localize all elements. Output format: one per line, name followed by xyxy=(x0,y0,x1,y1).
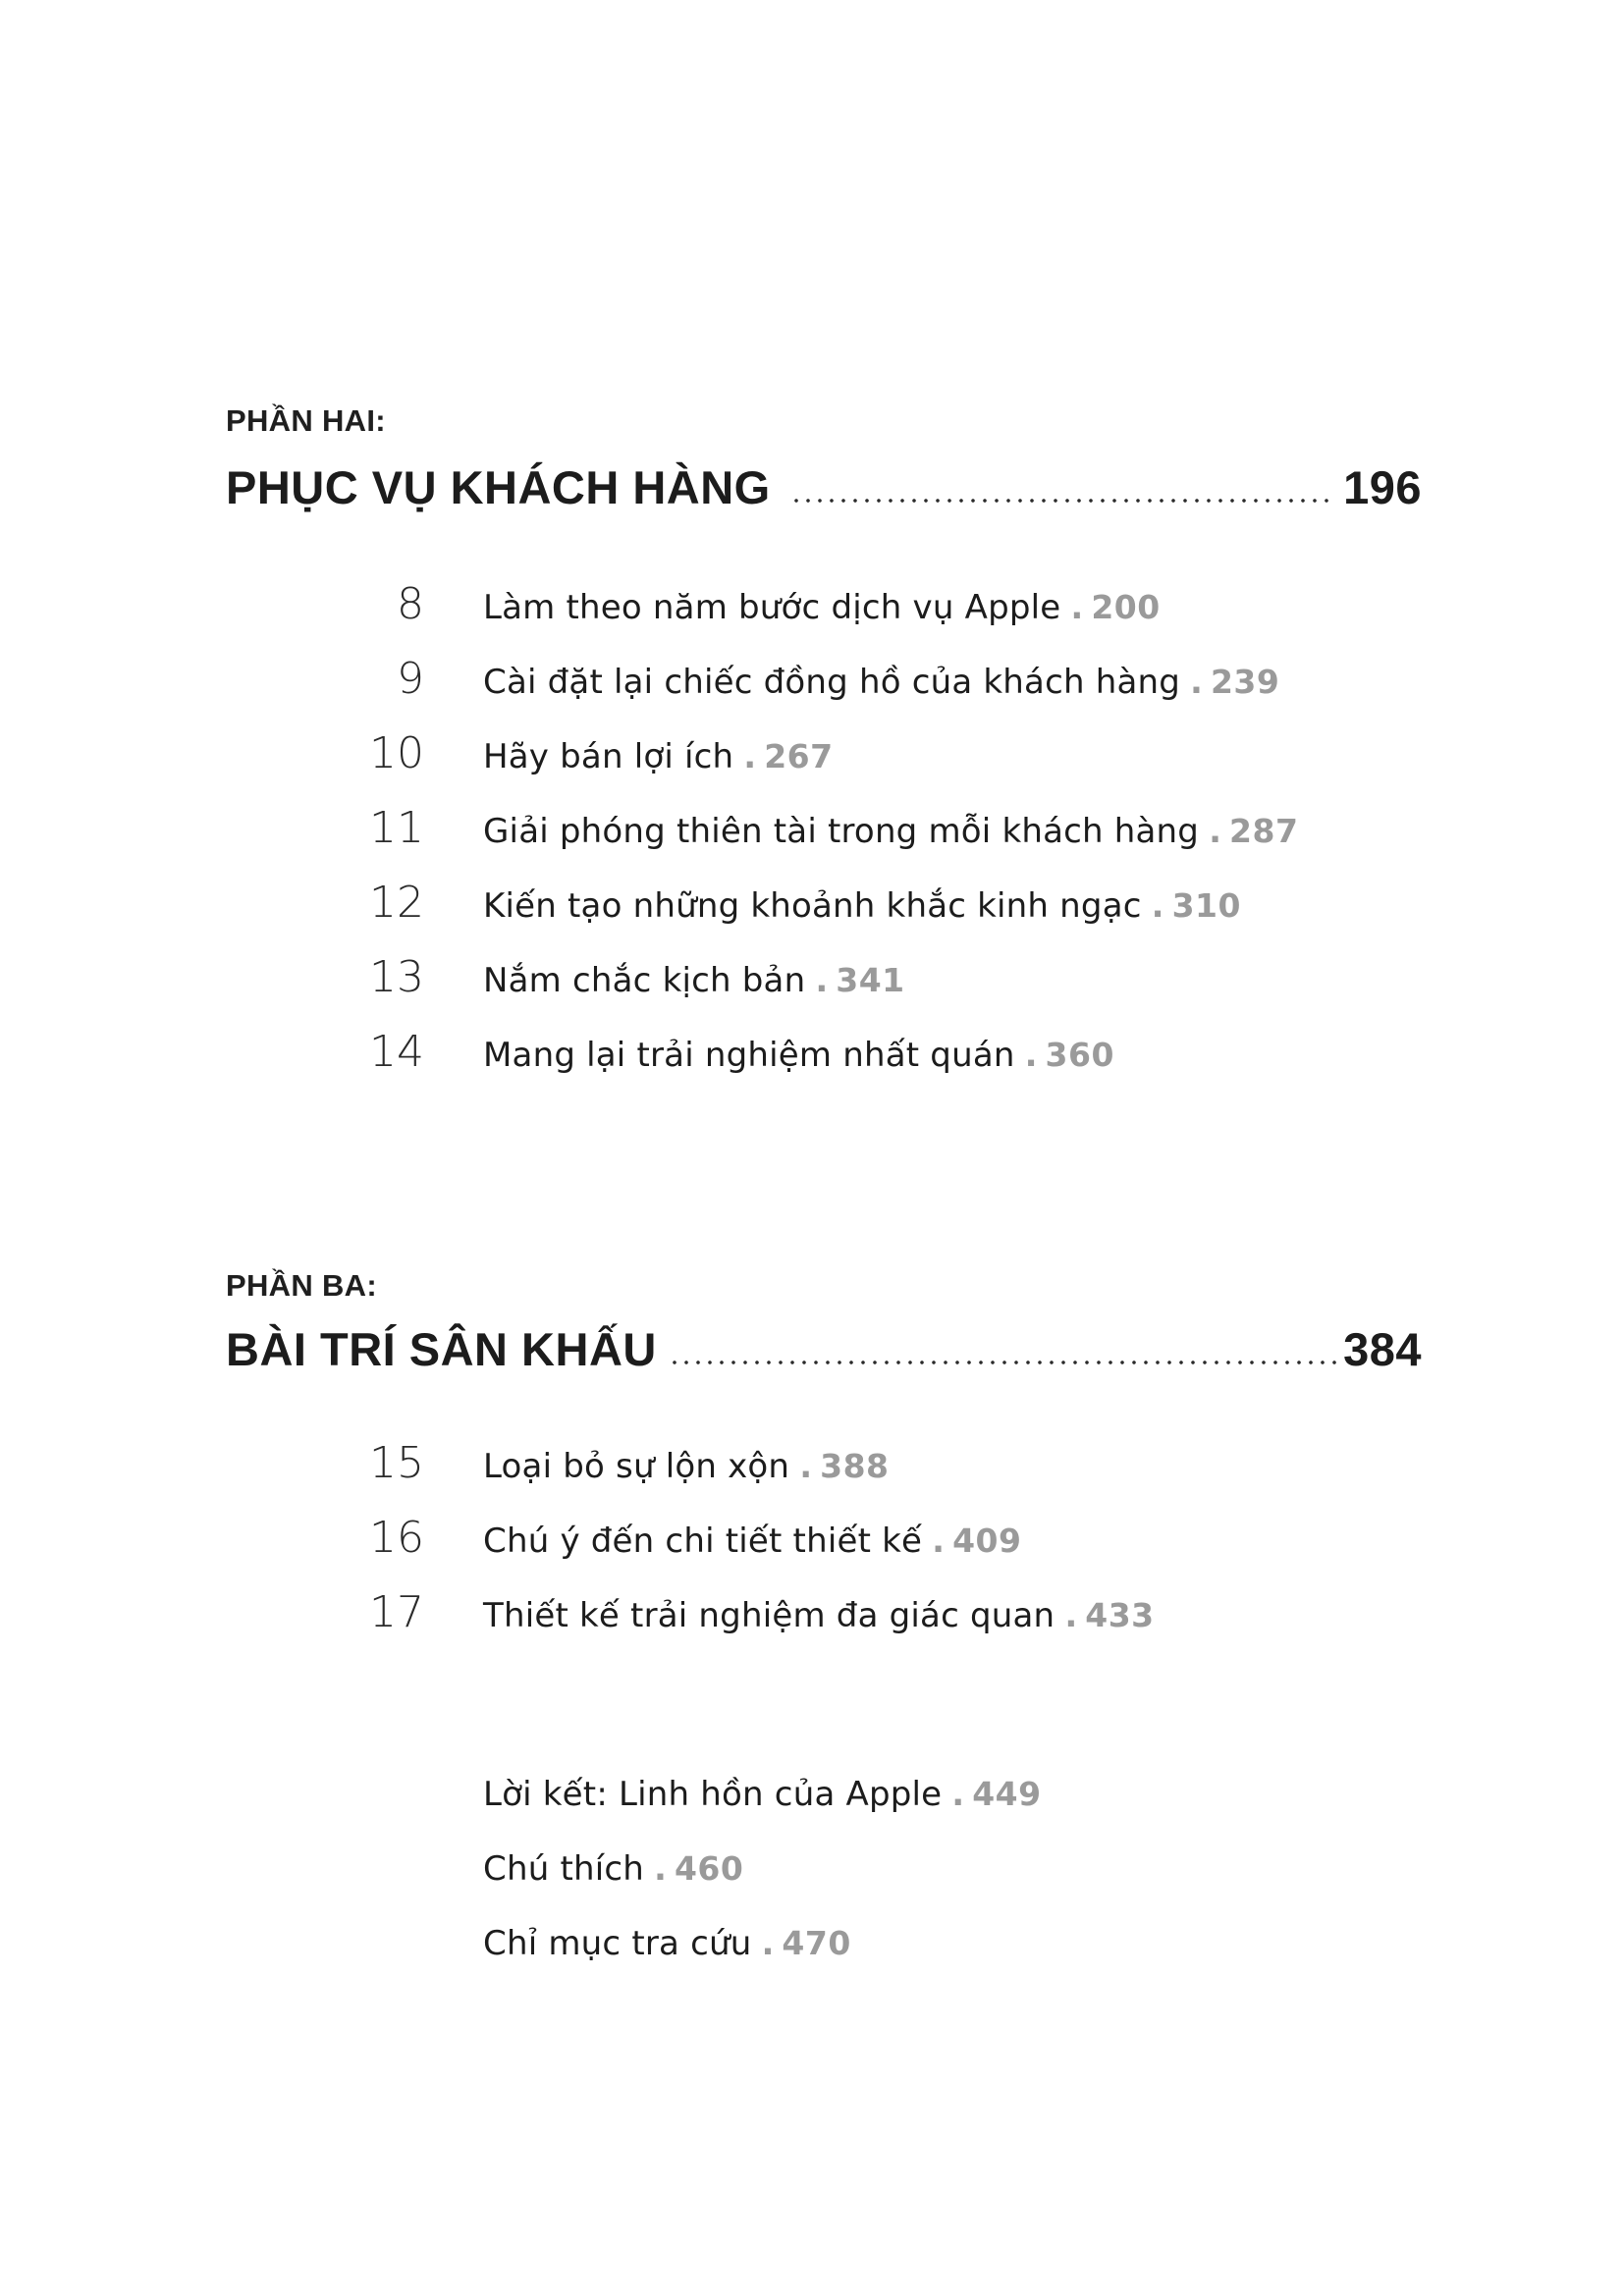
chapter-number: 17 xyxy=(369,1587,424,1637)
toc-back-matter-row[interactable] xyxy=(483,1849,743,1889)
toc-chapter-row[interactable] xyxy=(353,803,1298,862)
part-label: PHẦN HAI: xyxy=(226,403,386,438)
page-separator: . xyxy=(1209,812,1222,851)
toc-back-matter-row[interactable] xyxy=(483,1775,1042,1814)
toc-chapter-row[interactable] xyxy=(353,952,905,1011)
dot-leader xyxy=(669,1361,1341,1364)
toc-chapter-row[interactable] xyxy=(353,1438,890,1497)
chapter-number: 8 xyxy=(397,579,424,629)
chapter-title: Mang lại trải nghiệm nhất quán xyxy=(483,1036,1015,1075)
chapter-page-number: 433 xyxy=(1085,1596,1155,1634)
part-page-number: 196 xyxy=(1343,461,1422,513)
toc-chapter-row[interactable] xyxy=(353,1513,1021,1572)
chapter-title: Kiến tạo những khoảnh khắc kinh ngạc xyxy=(483,886,1142,926)
part-label: PHẦN BA: xyxy=(226,1268,377,1303)
chapter-page-number: 287 xyxy=(1229,812,1299,850)
part-title-row[interactable] xyxy=(226,1323,1422,1375)
chapter-number: 13 xyxy=(369,952,424,1002)
toc-chapter-row[interactable] xyxy=(353,579,1161,638)
toc-chapter-row[interactable] xyxy=(353,1587,1155,1646)
back-matter-page-number: 460 xyxy=(674,1849,744,1888)
toc-chapter-row[interactable] xyxy=(353,1027,1114,1086)
page-separator: . xyxy=(654,1849,667,1889)
chapter-number: 12 xyxy=(369,878,424,928)
chapter-page-number: 388 xyxy=(820,1447,890,1485)
page-separator: . xyxy=(1024,1036,1038,1075)
chapter-title: Cài đặt lại chiếc đồng hồ của khách hàng xyxy=(483,663,1181,702)
back-matter-page-number: 470 xyxy=(782,1924,851,1962)
back-matter-title: Lời kết: Linh hồn của Apple xyxy=(483,1775,943,1814)
chapter-number: 11 xyxy=(369,803,424,853)
toc-back-matter-row[interactable] xyxy=(483,1924,851,1963)
dot-leader xyxy=(790,499,1333,503)
part-title: BÀI TRÍ SÂN KHẤU xyxy=(226,1323,657,1375)
back-matter-page-number: 449 xyxy=(972,1775,1042,1813)
chapter-page-number: 310 xyxy=(1171,886,1241,925)
chapter-number: 9 xyxy=(397,654,424,704)
toc-chapter-row[interactable] xyxy=(353,878,1241,936)
page-separator: . xyxy=(1190,663,1203,702)
page-separator: . xyxy=(1151,886,1164,926)
toc-chapter-row[interactable] xyxy=(353,728,834,787)
chapter-title: Chú ý đến chi tiết thiết kế xyxy=(483,1522,923,1561)
chapter-number: 15 xyxy=(369,1438,424,1488)
chapter-title: Thiết kế trải nghiệm đa giác quan xyxy=(483,1596,1055,1635)
toc-chapter-row[interactable] xyxy=(353,654,1279,713)
part-title-row[interactable] xyxy=(226,461,1422,513)
chapter-page-number: 360 xyxy=(1045,1036,1114,1074)
chapter-title: Nắm chắc kịch bản xyxy=(483,961,806,1000)
page-separator: . xyxy=(1070,588,1084,627)
chapter-number: 16 xyxy=(369,1513,424,1563)
chapter-number: 14 xyxy=(369,1027,424,1077)
chapter-page-number: 267 xyxy=(764,737,834,775)
back-matter-title: Chỉ mục tra cứu xyxy=(483,1924,752,1963)
chapter-title: Làm theo năm bước dịch vụ Apple xyxy=(483,588,1061,627)
chapter-page-number: 409 xyxy=(952,1522,1022,1560)
part-title: PHỤC VỤ KHÁCH HÀNG xyxy=(226,461,771,513)
page-separator: . xyxy=(932,1522,946,1561)
page-separator: . xyxy=(815,961,829,1000)
chapter-title: Hãy bán lợi ích xyxy=(483,737,734,776)
chapter-number: 10 xyxy=(369,728,424,778)
chapter-title: Loại bỏ sự lộn xộn xyxy=(483,1447,790,1486)
page-separator: . xyxy=(951,1775,965,1814)
page-separator: . xyxy=(743,737,757,776)
page-separator: . xyxy=(761,1924,775,1963)
chapter-title: Giải phóng thiên tài trong mỗi khách hàng xyxy=(483,812,1200,851)
page-separator: . xyxy=(1064,1596,1078,1635)
chapter-page-number: 239 xyxy=(1210,663,1280,701)
back-matter-title: Chú thích xyxy=(483,1849,645,1889)
part-page-number: 384 xyxy=(1343,1323,1422,1375)
chapter-page-number: 341 xyxy=(836,961,905,999)
page-separator: . xyxy=(799,1447,813,1486)
chapter-page-number: 200 xyxy=(1091,588,1161,626)
